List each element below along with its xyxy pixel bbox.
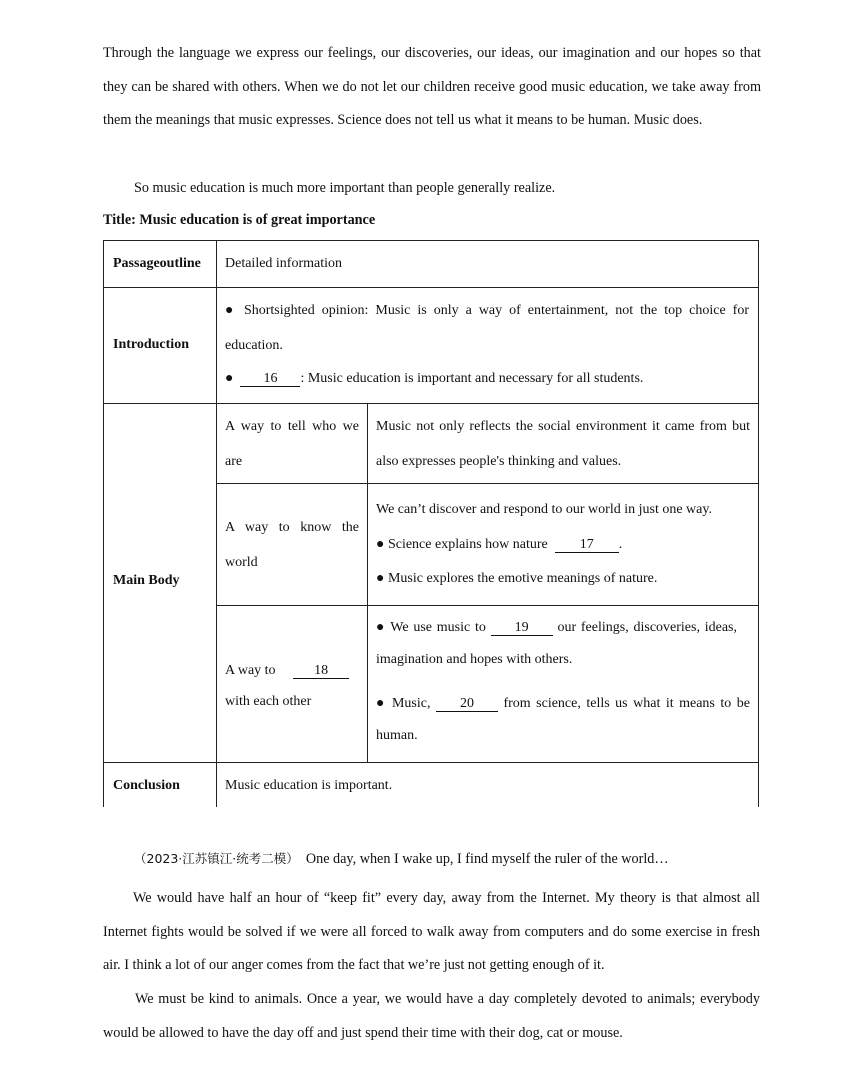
table-rule (216, 605, 759, 606)
table-border-left (103, 240, 104, 807)
source-sentence: One day, when I wake up, I find myself the ruler of the world… (305, 851, 669, 867)
header-passage-outline: Passageoutline (113, 256, 201, 271)
main-body-detail-2-line-2: ● Science explains how nature 17 . (376, 537, 623, 552)
main-body-subrow-2: A way to know the world (225, 520, 359, 570)
table-col-divider (367, 403, 368, 762)
row-label-conclusion: Conclusion (113, 778, 180, 793)
main-body-detail-3-line-1: ● We use music to 19 our feelings, discoveries, ideas, imagination and hopes with others. (376, 620, 738, 667)
answer-blank-19: 19 (491, 620, 553, 636)
intro-paragraph: Through the language we express our feelings, our discoveries, our ideas, our imagination and our hopes so that they can be shared with others. When we do not let our children receive good music education, we take away from them the meanings that music expresses. Science does not tell us what it means to be human. Music does. (103, 45, 761, 128)
main-body-detail-2-line-1: We can’t discover and respond to our world in just one way. (376, 502, 712, 517)
answer-blank-20: 20 (436, 696, 498, 712)
header-detailed-information: Detailed information (225, 256, 343, 271)
row-label-main-body: Main Body (113, 573, 180, 588)
main-body-detail-2-line-3: ● Music explores the emotive meanings of nature. (376, 571, 658, 586)
table-col-divider (216, 240, 217, 807)
main-body-subrow-3: A way to 18 (225, 663, 359, 679)
table-border-right (758, 240, 759, 807)
conclusion-detail: Music education is important. (225, 778, 393, 793)
outline-table (103, 240, 759, 807)
answer-blank-18: 18 (293, 663, 349, 679)
source-tag: （2023·江苏镇江·统考二模） (134, 851, 299, 866)
outline-title: Title: Music education is of great importance (103, 212, 376, 228)
body-paragraph-2: We must be kind to animals. Once a year, we would have a day completely devoted to animals; everybody would be allowed to have the day off and just spend their time with their dog, cat or mouse. (103, 991, 760, 1041)
source-line (134, 842, 774, 877)
intro-bullet-1: ● Shortsighted opinion: Music is only a way of entertainment, not the top choice for education. (225, 303, 749, 353)
table-rule (103, 403, 759, 404)
table-rule (216, 483, 759, 484)
bullet-icon: ● (225, 371, 234, 386)
intro-bullet-2-text: : Music education is important and necessary for all students. (300, 371, 644, 386)
answer-blank-17: 17 (555, 537, 619, 553)
row-label-introduction: Introduction (113, 337, 189, 352)
main-body-subrow-1: A way to tell who we are (225, 419, 359, 469)
table-border-top (103, 240, 759, 241)
table-rule (103, 287, 759, 288)
main-body-subrow-3-line-2: with each other (225, 694, 312, 709)
intro-bullet-2 (225, 371, 643, 387)
main-body-detail-1: Music not only reflects the social environment it came from but also expresses people's thinking and values. (376, 419, 750, 469)
table-rule (103, 762, 759, 763)
body-paragraph-1: We would have half an hour of “keep fit” every day, away from the Internet. My theory is that almost all Internet fights would be solved if we were all forced to walk away from computers and do some exercise in fresh air. I think a lot of our anger comes from the fact that we’re just not getting enough of it. (103, 890, 760, 973)
answer-blank-16: 16 (240, 371, 300, 387)
so-paragraph: So music education is much more important than people generally realize. (134, 180, 556, 196)
main-body-detail-3-line-2: ● Music, 20 from science, tells us what it means to be human. (376, 696, 750, 743)
